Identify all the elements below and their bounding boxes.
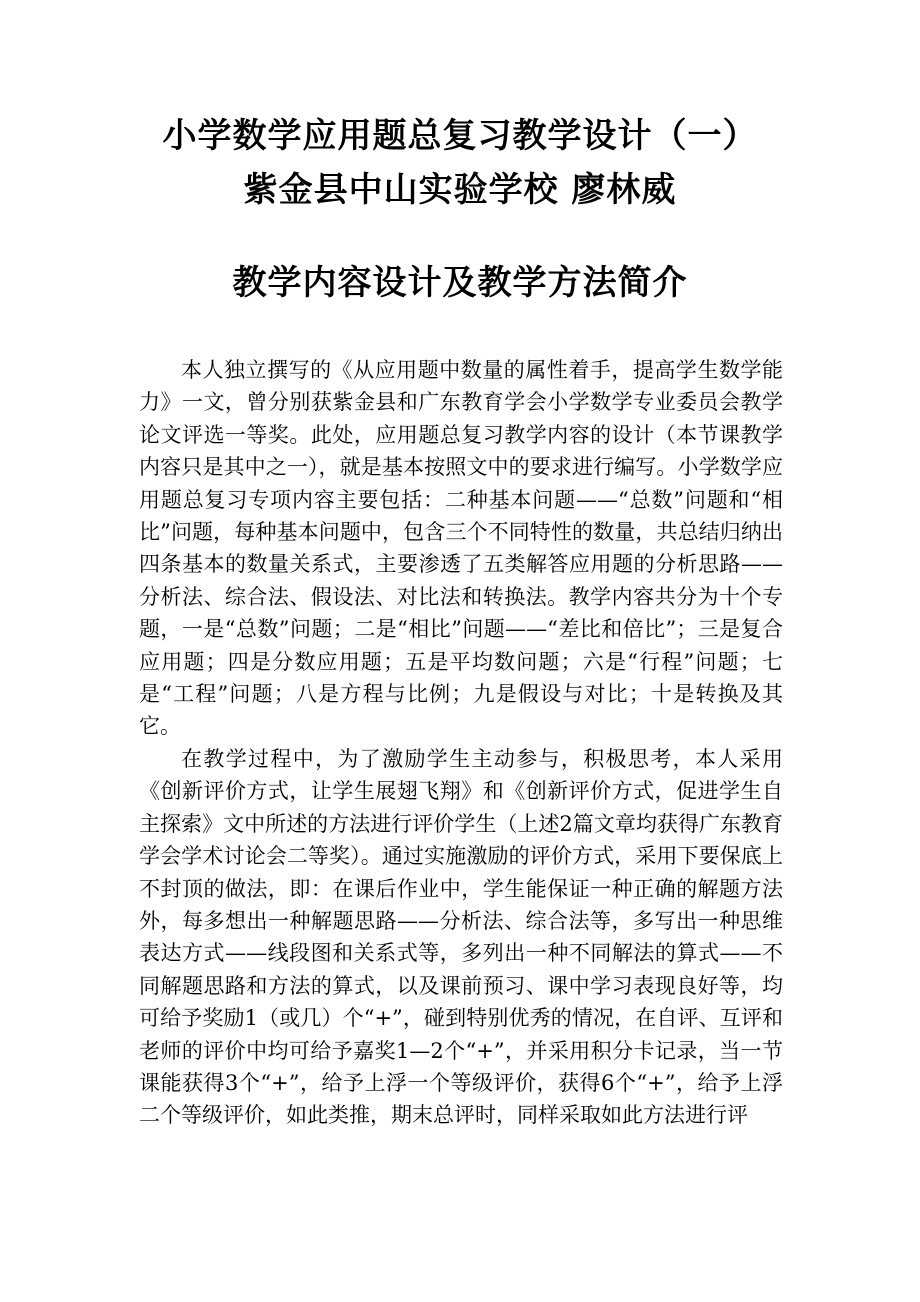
- body-text: [139, 354, 783, 1132]
- paragraph: 在教学过程中，为了激励学生主动参与，积极思考，本人采用《创新评价方式，让学生展翅飞翔》和《创新评价方式，促进学生自主探索》文中所述的方法进行评价学生（上述2篇文章均获得广东教育学会学术讨论会二等奖）。通过实施激励的评价方式，采用下要保底上不封顶的做法，即：在课后作业中，学生能保证一种正确的解题方法外，每多想出一种解题思路——分析法、综合法等，多写出一种思维表达方式——线段图和关系式等，多列出一种不同解法的算式——不同解题思路和方法的算式，以及课前预习、课中学习表现良好等，均可给予奖励1（或几）个“+”，碰到特别优秀的情况，在自评、互评和老师的评价中均可给予嘉奖1—2个“+”，并采用积分卡记录，当一节课能获得3个“+”，给予上浮一个等级评价，获得6个“+”，给予上浮二个等级评价，如此类推，期末总评时，同样采取如此方法进行评: [139, 746, 783, 1128]
- paragraph: 本人独立撰写的《从应用题中数量的属性着手，提高学生数学能力》一文，曾分别获紫金县和广东教育学会小学数学专业委员会教学论文评选一等奖。此处，应用题总复习教学内容的设计（本节课教学内容只是其中之一），就是基本按照文中的要求进行编写。小学数学应用题总复习专项内容主要包括：二种基本问题——“总数”问题和“相比”问题，每种基本问题中，包含三个不同特性的数量，共总结归纳出四条基本的数量关系式，主要渗透了五类解答应用题的分析思路——分析法、综合法、假设法、对比法和转换法。教学内容共分为十个专题，一是“总数”问题；二是“相比”问题——“差比和倍比”；三是复合应用题；四是分数应用题；五是平均数问题；六是“行程”问题；七是“工程”问题；八是方程与比例；九是假设与对比；十是转换及其它。: [139, 358, 783, 739]
- section-heading: 教学内容设计及教学方法简介: [232, 263, 688, 303]
- author-line: 紫金县中山实验学校 廖林威: [243, 170, 677, 210]
- document-title: 小学数学应用题总复习教学设计（一）: [162, 116, 758, 156]
